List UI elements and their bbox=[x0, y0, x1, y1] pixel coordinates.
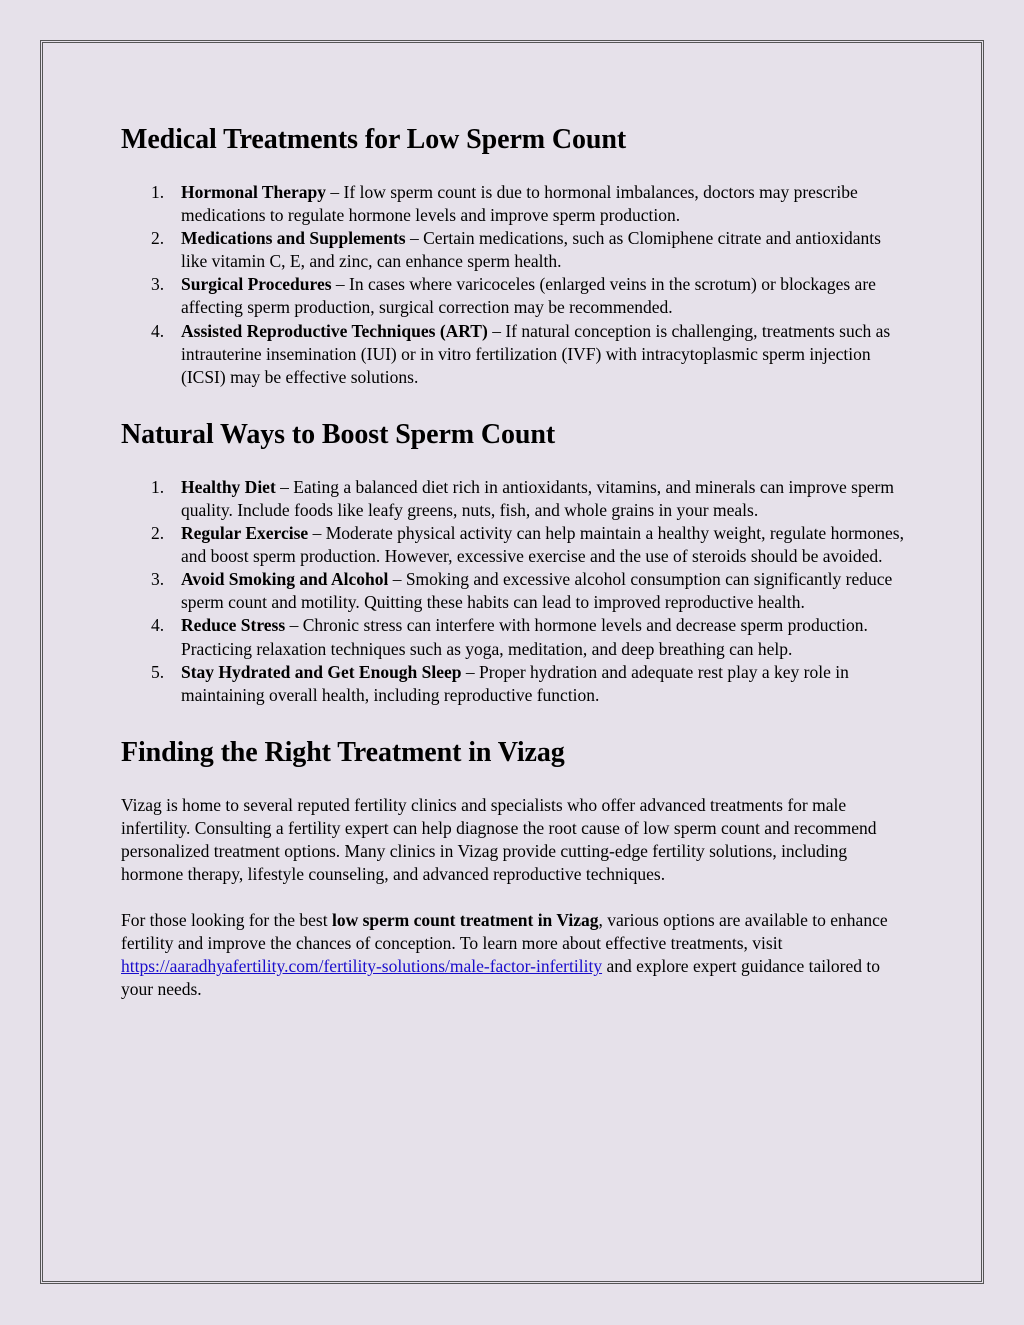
item-text: – Proper hydration and adequate rest play a key role in maintaining overall health, including reproductive function. bbox=[181, 661, 849, 705]
item-title: Surgical Procedures bbox=[181, 274, 332, 295]
item-title: Regular Exercise bbox=[181, 523, 309, 544]
list-number: 4. bbox=[151, 320, 165, 341]
item-title: Hormonal Therapy bbox=[181, 182, 327, 202]
list-number: 5. bbox=[151, 661, 165, 682]
list-item bbox=[121, 227, 906, 273]
list-item bbox=[121, 181, 906, 227]
list-item bbox=[121, 476, 906, 522]
item-text: – Eating a balanced diet rich in antioxidants, vitamins, and minerals can improve sperm quality. Include foods like leafy greens, nuts, fish, and whole grains in your meals. bbox=[181, 476, 894, 520]
male-factor-infertility-link[interactable]: https://aaradhyafertility.com/fertility-solutions/male-factor-infertility bbox=[121, 956, 603, 977]
list-item bbox=[121, 568, 906, 614]
heading-natural-ways: Natural Ways to Boost Sperm Count bbox=[121, 418, 556, 450]
list-item bbox=[121, 273, 906, 319]
list-number: 2. bbox=[151, 523, 165, 544]
item-title: Stay Hydrated and Get Enough Sleep bbox=[181, 661, 462, 682]
heading-treatment-vizag: Finding the Right Treatment in Vizag bbox=[121, 736, 565, 768]
item-text: – Certain medications, such as Clomiphene citrate and antioxidants like vitamin C, E, and zinc, can enhance sperm health. bbox=[181, 228, 881, 272]
paragraph-bold-text: low sperm count treatment in Vizag bbox=[331, 910, 599, 931]
item-title: Avoid Smoking and Alcohol bbox=[181, 569, 389, 590]
item-text: – Smoking and excessive alcohol consumption can significantly reduce sperm count and motility. Quitting these habits can lead to improved reproductive health. bbox=[181, 569, 893, 613]
document-body bbox=[121, 117, 906, 1002]
list-number: 3. bbox=[151, 274, 165, 295]
paragraph-text: , various options are available to enhance fertility and improve the chances of conception. To learn more about effective treatments, visit bbox=[121, 910, 888, 954]
paragraph-text: For those looking for the best bbox=[121, 910, 332, 931]
item-title: Reduce Stress bbox=[181, 615, 286, 636]
item-title: Healthy Diet bbox=[181, 476, 276, 497]
list-number: 1. bbox=[151, 476, 165, 497]
item-title: Medications and Supplements bbox=[181, 228, 406, 249]
list-item bbox=[121, 522, 906, 568]
heading-medical-treatments: Medical Treatments for Low Sperm Count bbox=[121, 124, 627, 155]
list-number: 1. bbox=[151, 182, 165, 202]
item-text: – If natural conception is challenging, treatments such as intrauterine insemination (IUI) or in vitro fertilization (IVF) with intracytoplasmic sperm injection (ICSI) may be effective solutions. bbox=[181, 320, 891, 387]
list-item bbox=[121, 661, 906, 707]
item-title: Assisted Reproductive Techniques (ART) bbox=[181, 320, 488, 341]
medical-treatments-list bbox=[121, 181, 906, 389]
list-number: 2. bbox=[151, 228, 165, 249]
item-text: – Chronic stress can interfere with hormone levels and decrease sperm production. Practicing relaxation techniques such as yoga, meditation, and deep breathing can help. bbox=[181, 615, 868, 659]
paragraph-vizag-options bbox=[121, 909, 906, 1001]
item-text: – If low sperm count is due to hormonal imbalances, doctors may prescribe medications to regulate hormone levels and improve sperm production. bbox=[181, 182, 858, 226]
paragraph-vizag-clinics: Vizag is home to several reputed fertility clinics and specialists who offer advanced treatments for male infertility. Consulting a fertility expert can help diagnose the root cause of low sperm count and recommend personalized treatment options. Many clinics in Vizag provide cutting-edge fertility solutions, including hormone therapy, lifestyle counseling, and advanced reproductive techniques. bbox=[121, 794, 877, 885]
item-text: – Moderate physical activity can help maintain a healthy weight, regulate hormones, and boost sperm production. However, excessive exercise and the use of steroids should be avoided. bbox=[181, 523, 904, 567]
item-text: – In cases where varicoceles (enlarged veins in the scrotum) or blockages are affecting sperm production, surgical correction may be recommended. bbox=[181, 274, 876, 318]
natural-ways-list bbox=[121, 476, 906, 707]
list-number: 4. bbox=[151, 615, 165, 636]
list-item bbox=[121, 614, 906, 660]
list-item bbox=[121, 320, 906, 389]
list-number: 3. bbox=[151, 569, 165, 590]
paragraph-text: and explore expert guidance tailored to your needs. bbox=[121, 956, 881, 1000]
